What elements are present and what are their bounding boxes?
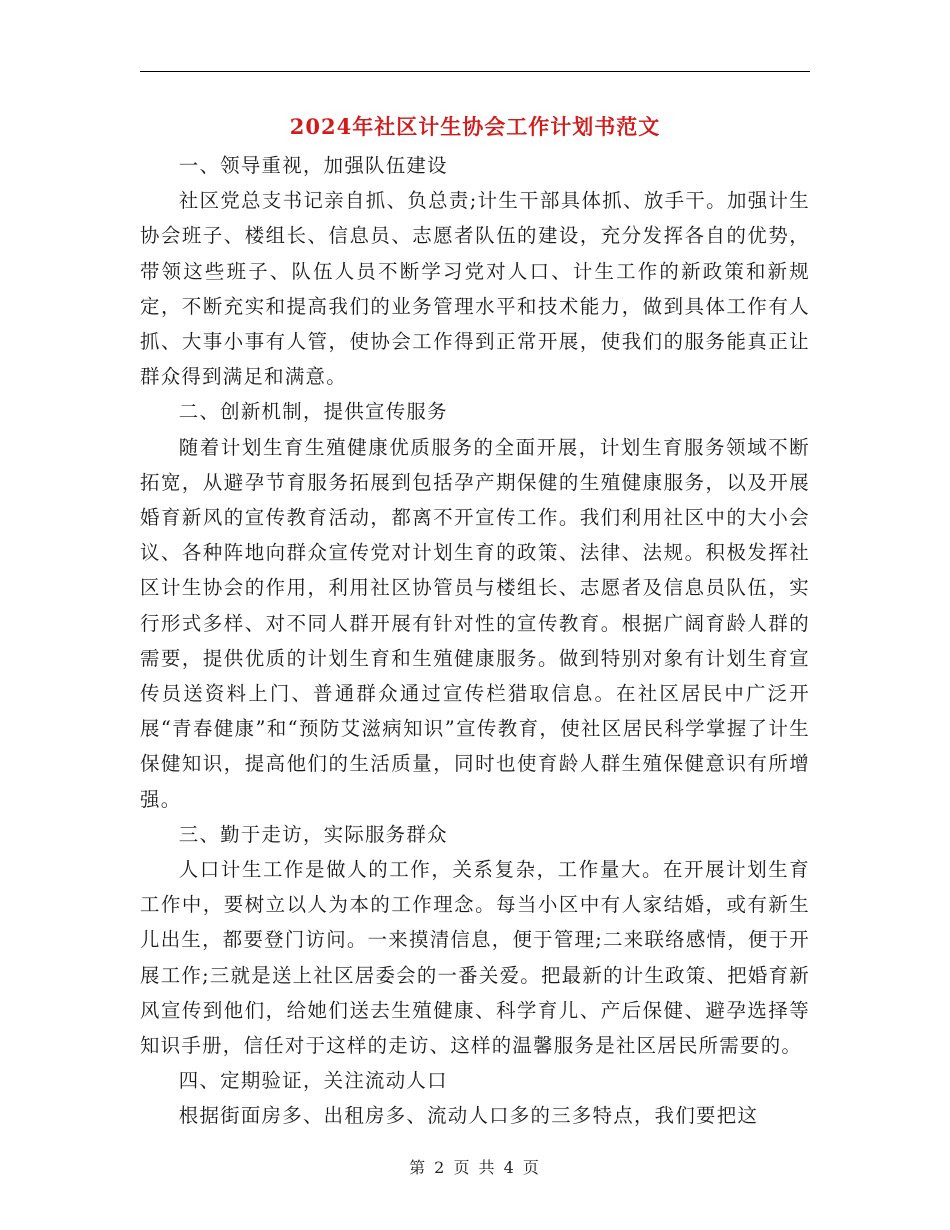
section-heading-2: 二、创新机制，提供宣传服务 bbox=[178, 400, 448, 424]
body-paragraph-2: 随着计划生育生殖健康优质服务的全面开展，计划生育服务领域不断拓宽，从避孕节育服务拓展到包括孕产期保健的生殖健康服务，以及开展婚育新风的宣传教育活动，都离不开宣传工作。我们利用社区中的大小会议、各种阵地向群众宣传党对计划生育的政策、法律、法规。积极发挥社区计生协会的作用，利用社区协管员与楼组长、志愿者及信息员队伍，实行形式多样、对不同人群开展有针对性的宣传教育。根据广阔育龄人群的需要，提供优质的计划生育和生殖健康服务。做到特别对象有计划生育宣传员送资料上门、普通群众通过宣传栏猎取信息。在社区居民中广泛开展“青春健康”和“预防艾滋病知识”宣传教育，使社区居民科学掌握了计生保健知识，提高他们的生活质量，同时也使育龄人群生殖保健意识有所增强。 bbox=[140, 435, 810, 811]
body-paragraph-1: 社区党总支书记亲自抓、负总责;计生干部具体抓、放手干。加强计生协会班子、楼组长、信息员、志愿者队伍的建设，充分发挥各自的优势，带领这些班子、队伍人员不断学习党对人口、计生工作的新政策和新规定，不断充实和提高我们的业务管理水平和技术能力，做到具体工作有人抓、大事小事有人管，使协会工作得到正常开展，使我们的服务能真正让群众得到满足和满意。 bbox=[140, 189, 810, 389]
body-paragraph-4: 根据街面房多、出租房多、流动人口多的三多特点，我们要把这 bbox=[178, 1104, 759, 1128]
section-heading-4: 四、定期验证，关注流动人口 bbox=[178, 1069, 448, 1093]
header-rule bbox=[140, 71, 810, 72]
page-number: 第 2 页 共 4 页 bbox=[409, 1158, 541, 1177]
section-heading-3: 三、勤于走访，实际服务群众 bbox=[178, 822, 448, 846]
body-paragraph-3: 人口计生工作是做人的工作，关系复杂，工作量大。在开展计划生育工作中，要树立以人为本的工作理念。每当小区中有人家结婚，或有新生儿出生，都要登门访问。一来摸清信息，便于管理;二来联络感情，便于开展工作;三就是送上社区居委会的一番关爱。把最新的计生政策、把婚育新风宣传到他们，给她们送去生殖健康、科学育儿、产后保健、避孕选择等知识手册，信任对于这样的走访、这样的温馨服务是社区居民所需要的。 bbox=[140, 858, 810, 1058]
section-heading-1: 一、领导重视，加强队伍建设 bbox=[178, 154, 448, 177]
document-title: 2024年社区计生协会工作计划书范文 bbox=[289, 114, 661, 139]
document-body bbox=[140, 148, 810, 1134]
